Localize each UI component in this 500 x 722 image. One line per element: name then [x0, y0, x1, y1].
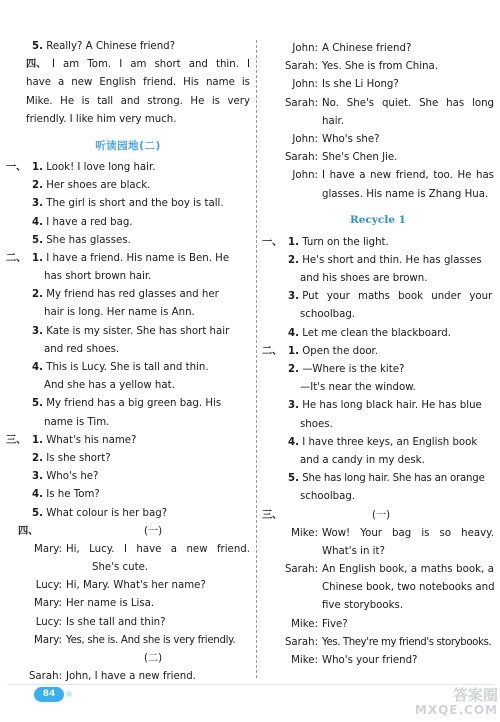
part-label: (二) — [144, 653, 163, 664]
section-mark: 三、 — [262, 509, 283, 521]
dialog-line: John: Is she Li Hong? — [262, 76, 494, 94]
speaker: Sarah: — [284, 97, 318, 109]
list-item: 一、 1. Turn on the light. — [262, 234, 494, 252]
dialog-line-continued: She's cute. — [92, 562, 149, 574]
list-item: 3. He has long black hair. He has blue — [288, 400, 482, 412]
list-item-continued: and his shoes are brown. — [300, 273, 428, 285]
list-item-continued: and a candy in my desk. — [300, 454, 425, 466]
section-mark: 一、 — [6, 161, 27, 173]
speaker: Lucy: — [35, 580, 62, 592]
section-4-dialogs — [6, 523, 250, 687]
speaker: John: — [292, 133, 318, 145]
list-item-continued: schoolbag. — [300, 309, 356, 321]
list-item: 2. My friend has red glasses and her — [32, 289, 219, 301]
section-heading-listening: 听读园地(二) — [95, 139, 161, 152]
part-label: (一) — [372, 509, 391, 521]
dialog-line: Sarah: No. She's quiet. She has long — [262, 95, 494, 113]
list-item-continued: shoes. — [300, 418, 333, 430]
dialog-line: Mary: Hi, Lucy. I have a new friend. — [6, 541, 250, 559]
list-item: 4. This is Lucy. She is tall and thin. — [32, 362, 209, 373]
list-item: 5. What colour is her bag? — [32, 507, 168, 519]
list-item-continued: name is Tim. — [44, 416, 110, 428]
dialog-line: John: Who's she? — [262, 131, 494, 149]
speaker: Mike: — [291, 655, 318, 666]
speaker: John: — [292, 79, 318, 91]
list-item: 2. Her shoes are black. — [32, 180, 151, 192]
list-item: 4. Let me clean the blackboard. — [288, 327, 451, 339]
recycle-section-3 — [262, 507, 494, 671]
list-item-continued: —It's near the window. — [300, 382, 416, 394]
section-mark: 四、 — [18, 525, 39, 537]
speaker: Sarah: — [284, 564, 318, 576]
list-item: 2. He's short and thin. He has glasses — [288, 254, 482, 266]
column-divider — [256, 40, 257, 678]
list-item: 3. Kate is my sister. She has short hair — [32, 325, 230, 337]
section-4-passage — [6, 56, 250, 129]
speaker: Mike: — [291, 527, 318, 539]
list-item: 4. I have a red bag. — [32, 216, 133, 228]
section-mark: 二、 — [262, 345, 283, 357]
list-item: 3. Put your maths book under your — [288, 291, 493, 303]
dialog-line: John: A Chinese friend? — [262, 40, 494, 58]
dialog-line: Lucy: Hi, Mary. What's her name? — [6, 577, 250, 595]
dialog-line-continued: Chinese book, two notebooks and — [322, 582, 495, 594]
dialog-line-continued: What's in it? — [322, 545, 385, 557]
list-item: 二、 1. Open the door. — [262, 343, 494, 361]
list-item: 4. Is he Tom? — [32, 489, 100, 501]
speaker: Sarah: — [284, 152, 318, 164]
dialog-line: John: I have a new friend, too. He has — [262, 167, 494, 185]
speaker: Sarah: — [284, 636, 318, 648]
dialog-line: Mike: Wow! Your bag is so heavy. — [262, 525, 494, 543]
passage-line-1: 四、 I am Tom. I am short and thin. I — [6, 56, 250, 74]
list-item: 4. I have three keys, an English book — [288, 436, 478, 448]
section-2-list — [6, 250, 250, 432]
watermark-text-line-1: 答案圈 — [452, 686, 498, 704]
item-left-top-5 — [6, 38, 250, 56]
list-item-continued: and red shoes. — [44, 343, 120, 355]
list-item: 5. My friend has a big green bag. His — [32, 398, 222, 410]
list-item: 2. Is she short? — [32, 452, 111, 464]
list-item-continued: hair is long. Her name is Ann. — [44, 307, 195, 319]
watermark-text-line-2: MXQE.COM — [414, 703, 498, 717]
passage-line-2: have a new English friend. His name is — [26, 77, 250, 89]
section-mark: 三、 — [6, 434, 27, 446]
left-column — [6, 38, 250, 686]
section-mark: 四、 — [26, 59, 47, 71]
section-1-list — [6, 159, 250, 250]
dialog-continued — [262, 40, 494, 204]
speaker: Sarah: — [284, 61, 318, 73]
dialog-line: Sarah: An English book, a maths book, a — [262, 561, 494, 579]
section-heading-recycle: Recycle 1 — [350, 213, 406, 226]
dialog-line-continued: five storybooks. — [322, 600, 404, 612]
page-number-badge: 84 — [34, 687, 64, 702]
watermark — [412, 688, 498, 718]
list-item: 2. —Where is the kite? — [288, 364, 405, 375]
speaker: John: — [292, 43, 318, 54]
footer-rule — [8, 684, 494, 685]
list-item: 一、 1. Look! I love long hair. — [6, 159, 250, 177]
dialog-line-continued: hair. — [322, 115, 345, 127]
recycle-section-2 — [262, 343, 494, 507]
speaker: Mary: — [34, 543, 62, 555]
section-mark: 二、 — [6, 252, 27, 264]
list-item: 3. The girl is short and the boy is tall. — [32, 198, 224, 210]
recycle-section-1 — [262, 234, 494, 343]
item-number: 5. — [32, 41, 43, 52]
dialog-line: Sarah: Yes. She is from China. — [262, 58, 494, 76]
item-text: Really? A Chinese friend? — [46, 41, 176, 52]
passage-line-3: Mike. He is tall and strong. He is very — [26, 95, 250, 107]
speaker: Mary: — [34, 634, 62, 646]
part-label: (一) — [144, 525, 163, 537]
dialog-part-header — [6, 650, 250, 668]
speaker: Lucy: — [35, 616, 62, 628]
dialog-line: Lucy: Is she tall and thin? — [6, 614, 250, 632]
badge-decoration-icon — [66, 691, 72, 697]
list-item-continued: has short brown hair. — [44, 271, 152, 283]
list-item: 二、 1. I have a friend. His name is Ben. He — [6, 250, 250, 268]
speaker: Sarah: — [28, 671, 62, 683]
passage-line-4: friendly. I like him very much. — [26, 113, 177, 125]
dialog-line: Mary: Her name is Lisa. — [6, 595, 250, 613]
dialog-part-header — [6, 523, 250, 541]
dialog-line: Mary: Yes, she is. And she is very friendly. — [6, 632, 250, 650]
list-item: 5. She has long hair. She has an orange — [288, 473, 485, 485]
dialog-part-header — [262, 507, 494, 525]
dialog-line: Sarah: John, I have a new friend. — [6, 668, 250, 686]
speaker: Mike: — [291, 618, 318, 630]
list-item: 三、 1. What's his name? — [6, 432, 250, 450]
list-item-continued: And she has a yellow hat. — [44, 380, 175, 392]
dialog-line: Mike: Who's your friend? — [262, 652, 494, 670]
speaker: Mary: — [34, 598, 62, 610]
list-item: 5. She has glasses. — [32, 234, 131, 246]
section-3-list — [6, 432, 250, 523]
dialog-line: Mike: Five? — [262, 616, 494, 634]
dialog-line-continued: glasses. His name is Zhang Hua. — [322, 188, 489, 200]
list-item: 3. Who's he? — [32, 471, 99, 483]
list-item-continued: schoolbag. — [300, 491, 356, 503]
dialog-line: Sarah: She's Chen Jie. — [262, 149, 494, 167]
section-mark: 一、 — [262, 236, 283, 248]
dialog-line: Sarah: Yes. They're my friend's storybooks. — [262, 634, 494, 652]
right-column — [262, 40, 494, 670]
speaker: John: — [292, 170, 318, 182]
